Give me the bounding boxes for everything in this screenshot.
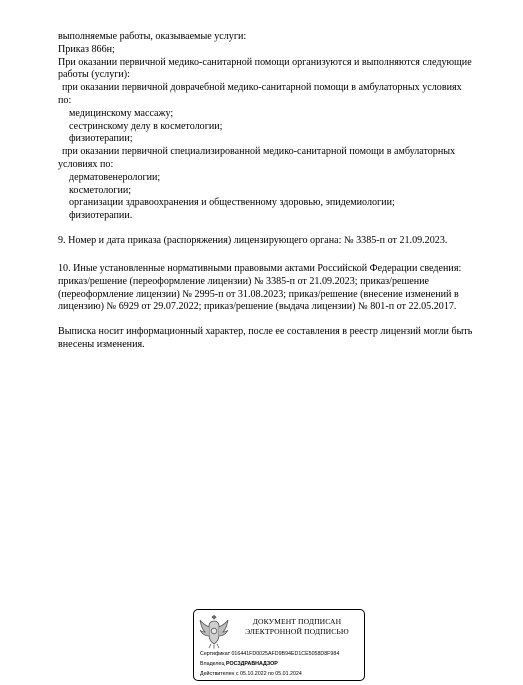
signature-title-line: ЭЛЕКТРОННОЙ ПОДПИСЬЮ <box>245 626 349 636</box>
text-line: При оказании первичной медико-санитарной помощи организуются и выполняются следующие <box>58 56 472 68</box>
signature-title <box>232 617 362 636</box>
item-10-other-info <box>58 263 488 314</box>
owner-value: РОСЗДРАВНАДЗОР <box>226 661 278 667</box>
owner-label: Владелец <box>200 661 225 667</box>
text-line: Приказ 866н; <box>58 43 115 55</box>
list-item: физиотерапии; <box>69 133 133 145</box>
text-line: внесены изменения. <box>58 338 145 350</box>
list-item: косметологии; <box>69 184 132 196</box>
signature-title-line: ДОКУМЕНТ ПОДПИСАН <box>252 617 342 626</box>
text-line: лицензию) № 6929 от 29.07.2022; приказ/решение (выдача лицензии) № 801-п от 22.05.2017. <box>58 301 457 313</box>
text-line: выполняемые работы, оказываемые услуги: <box>58 31 247 42</box>
text-line: приказ/решение (переоформление лицензии) № 3385-п от 21.09.2023; приказ/решение <box>58 275 430 287</box>
certificate-label: Сертификат <box>200 651 230 657</box>
text-line: по: <box>58 94 72 106</box>
text-line: при оказании первичной доврачебной медико-санитарной помощи в амбулаторных условиях <box>62 82 462 94</box>
text-line: 10. Иные установленные нормативными правовыми актами Российской Федерации сведения: <box>58 263 462 274</box>
text-line: 9. Номер и дата приказа (распоряжения) лицензирующего органа: № 3385-п от 21.09.2023. <box>58 235 448 246</box>
certificate-value: 016441FD0025AFD9B94ED1CE5058D8F984 <box>231 651 340 657</box>
signature-info <box>200 649 364 679</box>
list-item: сестринскому делу в косметологии; <box>69 120 223 132</box>
text-line: Выписка носит информационный характер, после ее составления в реестр лицензий могли быть <box>58 326 473 337</box>
services-block <box>58 31 488 223</box>
electronic-signature-stamp <box>193 609 365 681</box>
russian-coat-of-arms-icon <box>199 615 229 649</box>
text-line: при оказании первичной специализированной медико-санитарной помощи в амбулаторных <box>62 146 456 158</box>
item-9-order-number <box>58 235 488 248</box>
list-item: медицинскому массажу; <box>69 107 174 119</box>
owner-row <box>200 659 364 669</box>
list-item: дерматовенерологии; <box>69 171 161 183</box>
certificate-row <box>200 649 364 659</box>
list-item: физиотерапии. <box>69 210 133 222</box>
informational-note <box>58 326 488 352</box>
text-line: условиях по: <box>58 158 114 170</box>
validity-period: Действителен с 05.10.2022 по 05.01.2024 <box>200 671 302 677</box>
list-item: организации здравоохранения и общественному здоровью, эпидемиологии; <box>69 197 395 209</box>
text-line: (переоформление лицензии) № 2995-п от 31.08.2023; приказ/решение (внесение изменений в <box>58 288 459 300</box>
text-line: работы (услуги): <box>58 69 130 81</box>
